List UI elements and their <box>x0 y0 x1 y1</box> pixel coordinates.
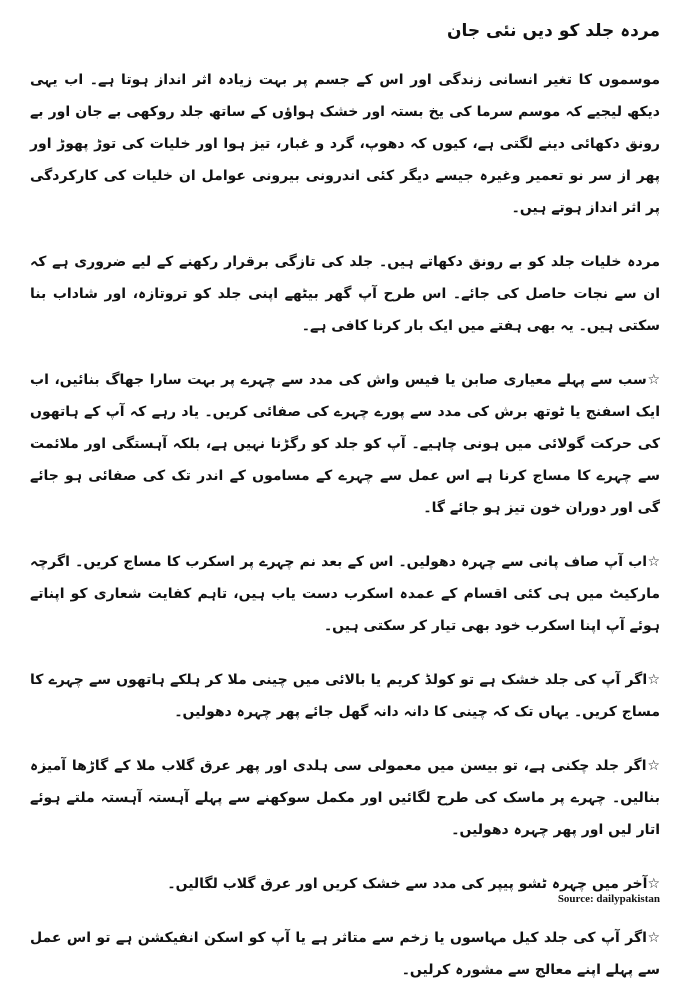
article-title: مردہ جلد کو دیں نئی جان <box>446 21 660 41</box>
paragraph-intro: موسموں کا تغیر انسانی زندگی اور اس کے جسم پر بہت زیادہ اثر انداز ہوتا ہے۔ اب یہی دیکھ لیجیے کہ موسم سرما کی یخ بستہ اور خشک ہواؤں کے ساتھ جلد روکھی بے جان اور بے رونق دکھائی دینے لگتی ہے، کیوں کہ دھوپ، گرد و غبار، تیز ہوا اور خلیات کی توڑ پھوڑ اور پھر از سر نو تعمیر وغیرہ جیسے دیگر کئی اندرونی بیرونی عوامل ان خلیات کی کارکردگی پر اثر انداز ہوتے ہیں۔ <box>30 72 660 216</box>
paragraph-dry-skin: ☆اگر آپ کی جلد خشک ہے تو کولڈ کریم یا بالائی میں چینی ملا کر ہلکے ہاتھوں سے چہرے کا مساج کریں۔ یہاں تک کہ چینی کا دانہ دانہ گھل جائے پھر چہرہ دھولیں۔ <box>30 672 660 720</box>
paragraph-step-scrub: ☆اب آپ صاف پانی سے چہرہ دھولیں۔ اس کے بعد نم چہرے پر اسکرب کا مساج کریں۔ اگرچہ مارکیٹ میں ہی کئی اقسام کے عمدہ اسکرب دست یاب ہیں، تاہم کفایت شعاری کو اپناتے ہوئے آپ اپنا اسکرب خود بھی تیار کر سکتی ہیں۔ <box>30 554 660 634</box>
paragraph-advice: ☆اگر آپ کی جلد کیل مہاسوں یا زخم سے متاثر ہے یا آپ کو اسکن انفیکشن ہے تو اس عمل سے پہلے اپنے معالج سے مشورہ کرلیں۔ <box>30 930 660 978</box>
paragraph-step-wash: ☆سب سے پہلے معیاری صابن یا فیس واش کی مدد سے چہرے پر بہت سارا جھاگ بنائیں، اب ایک اسفنج یا ٹوتھ برش کی مدد سے پورے چہرے کی صفائی کریں۔ یاد رہے کہ آپ کے ہاتھوں کی حرکت گولائی میں ہونی چاہیے۔ آپ کو جلد کو رگڑنا نہیں ہے، بلکہ آہستگی اور ملائمت سے چہرے کا مساج کرنا ہے اس عمل سے چہرے کے مساموں کے اندر تک کی صفائی ہو جائے گی اور دوران خون تیز ہو جائے گا۔ <box>30 372 660 516</box>
paragraph-finish: ☆آخر میں چہرہ ٹشو پیپر کی مدد سے خشک کریں اور عرق گلاب لگالیں۔ <box>167 876 660 892</box>
source-credit: Source: dailypakistan <box>557 893 660 905</box>
paragraph-oily-skin: ☆اگر جلد چکنی ہے، تو بیسن میں معمولی سی ہلدی اور پھر عرق گلاب ملا کے گاڑھا آمیزہ بنالیں۔ چہرے پر ماسک کی طرح لگائیں اور مکمل سوکھنے سے پہلے آہستہ آہستہ ملتے ہوئے اتار لیں اور پھر چہرہ دھولیں۔ <box>30 758 660 838</box>
paragraph-dead-cells: مردہ خلیات جلد کو بے رونق دکھاتے ہیں۔ جلد کی تازگی برقرار رکھنے کے لیے ضروری ہے کہ ان سے نجات حاصل کی جائے۔ اس طرح آپ گھر بیٹھے اپنی جلد کو تروتازہ، اور شاداب بنا سکتی ہیں۔ یہ بھی ہفتے میں ایک بار کرنا کافی ہے۔ <box>30 254 660 334</box>
